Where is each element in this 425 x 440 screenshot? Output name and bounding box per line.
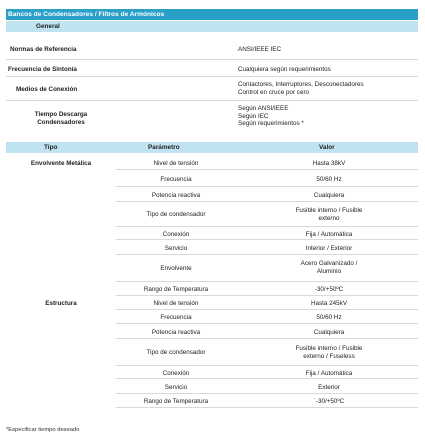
value-cell: Fija / Automática	[305, 370, 353, 377]
general-row-label: Normas de Referencia	[10, 46, 77, 53]
row-divider	[6, 100, 418, 101]
value-line: Aluminio	[316, 267, 342, 275]
param-cell: Servicio	[164, 384, 188, 391]
label-line: Condensadores	[37, 118, 85, 126]
general-row-value: ANSI/IEEE IEC	[238, 46, 282, 53]
table-row	[6, 366, 418, 379]
general-header	[6, 21, 418, 32]
value-cell: Exterior	[318, 384, 340, 391]
value-line: externo / Fuseless	[303, 352, 355, 360]
value-cell: 50/60 Hz	[316, 314, 342, 321]
param-cell: Conexión	[162, 370, 190, 377]
value-cell: Hasta 38kV	[312, 160, 346, 167]
column-header-tipo: Tipo	[44, 144, 58, 151]
table-row	[6, 240, 418, 255]
table-row	[6, 379, 418, 394]
value-cell: ˙-30/+50ºC	[313, 398, 345, 405]
param-cell: Tipo de condensador	[146, 211, 206, 218]
value-cell: Cualquiera	[313, 192, 345, 199]
row-divider	[6, 59, 418, 60]
value-cell	[239, 345, 419, 360]
param-cell: Nivel de tensión	[153, 300, 199, 307]
value-line: Control en cruce por cero	[238, 88, 310, 96]
value-line: Contactores, Interruptores, Desconectadores	[238, 81, 364, 88]
row-divider	[6, 76, 418, 77]
param-cell: Servicio	[164, 245, 188, 252]
value-cell	[239, 260, 419, 275]
group-type-label: Envolvente Metálica	[30, 160, 92, 167]
value-cell: Interior / Exterior	[305, 245, 353, 252]
value-line: Según IEC	[238, 112, 269, 120]
table-row	[6, 202, 418, 227]
param-cell: Nivel de tensión	[153, 160, 199, 167]
table-row	[6, 187, 418, 202]
table-header	[6, 142, 418, 153]
value-cell	[239, 207, 419, 222]
param-cell: Frecuencia	[160, 314, 192, 321]
value-line: Fusible interno / Fusible	[295, 345, 363, 352]
value-cell: Hasta 245kV	[310, 300, 348, 307]
param-cell: Frecuencia	[160, 176, 192, 183]
column-header-parametro: Parámetro	[148, 144, 180, 151]
table-row	[6, 394, 418, 408]
table-row	[6, 157, 418, 170]
general-row-value	[238, 81, 364, 96]
general-row-label	[16, 111, 106, 126]
param-cell: Potencia reactiva	[151, 192, 201, 199]
table-row	[6, 324, 418, 339]
table-row	[6, 339, 418, 366]
group-type-label: Estructura	[45, 300, 77, 307]
value-line: Acero Galvanizado /	[300, 260, 358, 267]
footnote: *Especificar tiempo deseado	[6, 427, 80, 433]
general-row-label: Medios de Conexión	[16, 86, 78, 93]
table-row	[6, 282, 418, 296]
table-row	[6, 310, 418, 324]
param-cell: Rango de Temperatura	[143, 286, 209, 293]
param-cell: Potencia reactiva	[151, 329, 201, 336]
param-cell: Envolvente	[160, 265, 192, 272]
value-line: Según requerimientos *	[238, 120, 304, 128]
row-divider	[116, 407, 418, 408]
param-cell: Tipo de condensador	[146, 349, 206, 356]
value-line: externo	[318, 214, 340, 222]
table-row	[6, 296, 418, 310]
general-row-value: Cualquiera según requerimientos	[238, 66, 331, 73]
general-row-label: Frecuencia de Sintonía	[8, 66, 77, 73]
value-cell: 50/60 Hz	[316, 176, 342, 183]
general-row-value	[238, 105, 304, 128]
param-cell: Rango de Temperatura	[143, 398, 209, 405]
label-line: Tiempo Descarga	[34, 111, 88, 118]
value-cell: Fija / Automática	[305, 231, 353, 238]
param-cell: Conexión	[162, 231, 190, 238]
general-header-label: General	[36, 23, 60, 30]
column-header-valor: Valor	[319, 144, 335, 151]
table-row	[6, 170, 418, 187]
table-row	[6, 255, 418, 282]
table-row	[6, 227, 418, 240]
value-cell: Cualquiera	[313, 329, 345, 336]
value-line: Fusible interno / Fusible	[295, 207, 363, 214]
value-line: Según ANSI/IEEE	[238, 105, 289, 112]
section-title: Bancos de Condensadores / Filtros de Armónicos	[6, 9, 418, 20]
value-cell: -30/+50ºC	[314, 286, 344, 293]
